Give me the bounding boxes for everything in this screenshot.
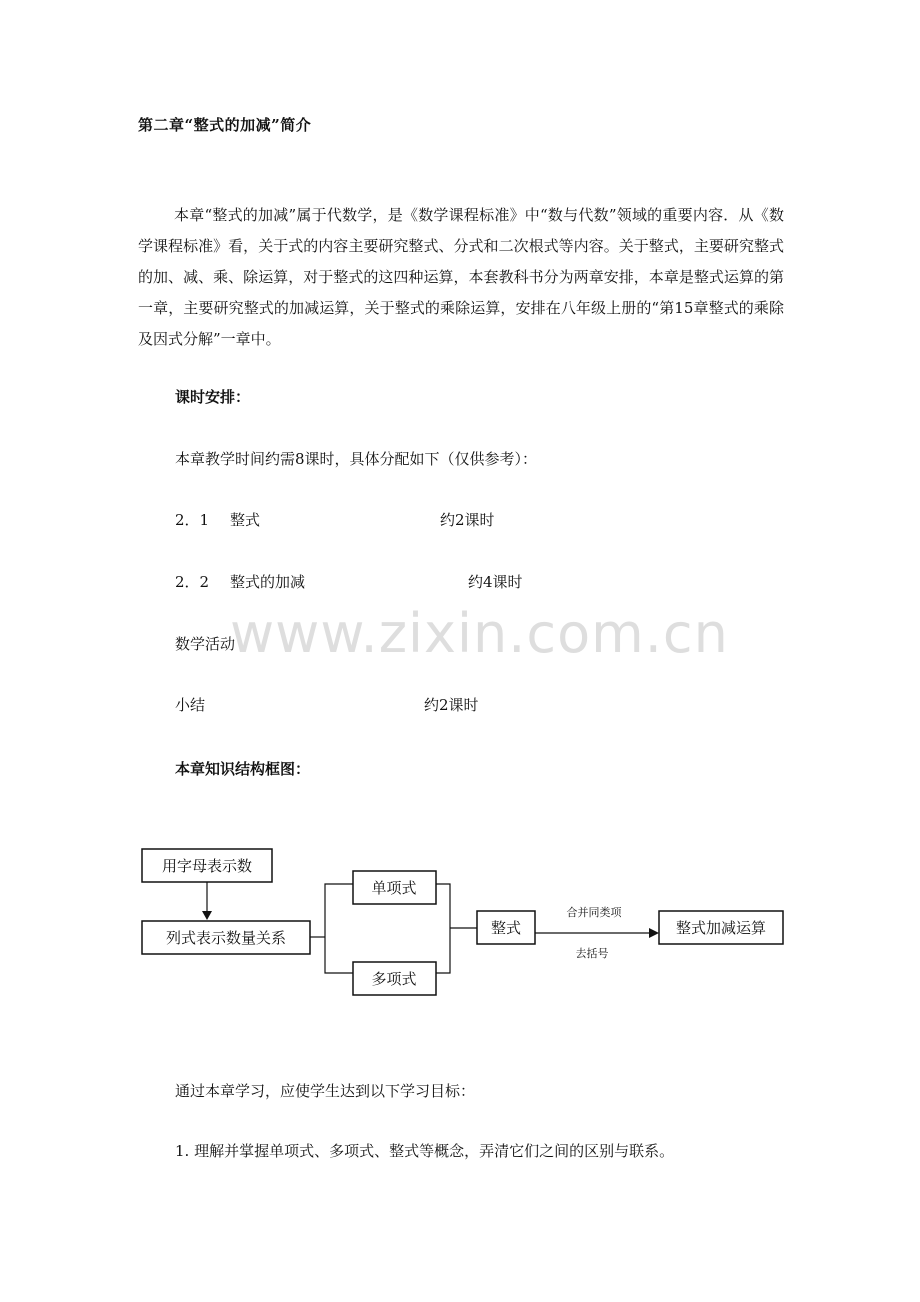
schedule-summary: 本章教学时间约需8课时，具体分配如下（仅供参考）： (175, 450, 538, 468)
structure-heading: 本章知识结构框图： (175, 760, 311, 778)
schedule-row-name: 数学活动 (175, 635, 236, 653)
arrow-down-head (202, 911, 212, 920)
schedule-row-number: 2．2 (175, 573, 210, 591)
bracket-right (436, 884, 450, 973)
box-operation-label: 整式加减运算 (675, 919, 767, 937)
schedule-row-number: 2．1 (175, 511, 210, 529)
chapter-title: 第二章“整式的加减”简介 (138, 116, 312, 134)
intro-paragraph: 本章“整式的加减”属于代数学，是《数学课程标准》中“数与代数”领域的重要内容．从《数学课程标准》看，关于式的内容主要研究整式、分式和二次根式等内容。关于整式，主要研究整式的加、减、乘、除运算，对于整式的这四种运算，本套教科书分为两章安排，本章是整式运算的第一章，主要研究整式的加减运算，关于整式的乘除运算，安排在八年级上册的“第15章整式的乘除及因式分解”一章中。 (138, 206, 784, 348)
box-monomial-label: 单项式 (371, 879, 417, 897)
arrow-label-bracket: 去括号 (575, 947, 609, 960)
schedule-row-name: 整式 (230, 511, 261, 529)
arrow-label-combine: 合并同类项 (566, 906, 622, 919)
schedule-row-hours: 约4课时 (468, 573, 523, 591)
schedule-row-name: 小结 (175, 696, 206, 714)
box-integral-label: 整式 (490, 919, 522, 937)
goals-intro: 通过本章学习，应使学生达到以下学习目标： (175, 1082, 476, 1100)
bracket-left (325, 884, 353, 973)
arrow-right-head (649, 928, 659, 938)
schedule-heading: 课时安排： (175, 388, 251, 406)
schedule-row-hours: 约2课时 (440, 511, 495, 529)
box-polynomial-label: 多项式 (371, 970, 417, 988)
schedule-row-hours: 约2课时 (424, 696, 479, 714)
goal-item: 1. 理解并掌握单项式、多项式、整式等概念，弄清它们之间的区别与联系。 (175, 1142, 675, 1160)
watermark: www.zixin.com.cn (230, 602, 729, 665)
box-letters-label: 用字母表示数 (161, 857, 253, 875)
box-relation-label: 列式表示数量关系 (165, 929, 287, 947)
schedule-row-name: 整式的加减 (230, 573, 306, 591)
